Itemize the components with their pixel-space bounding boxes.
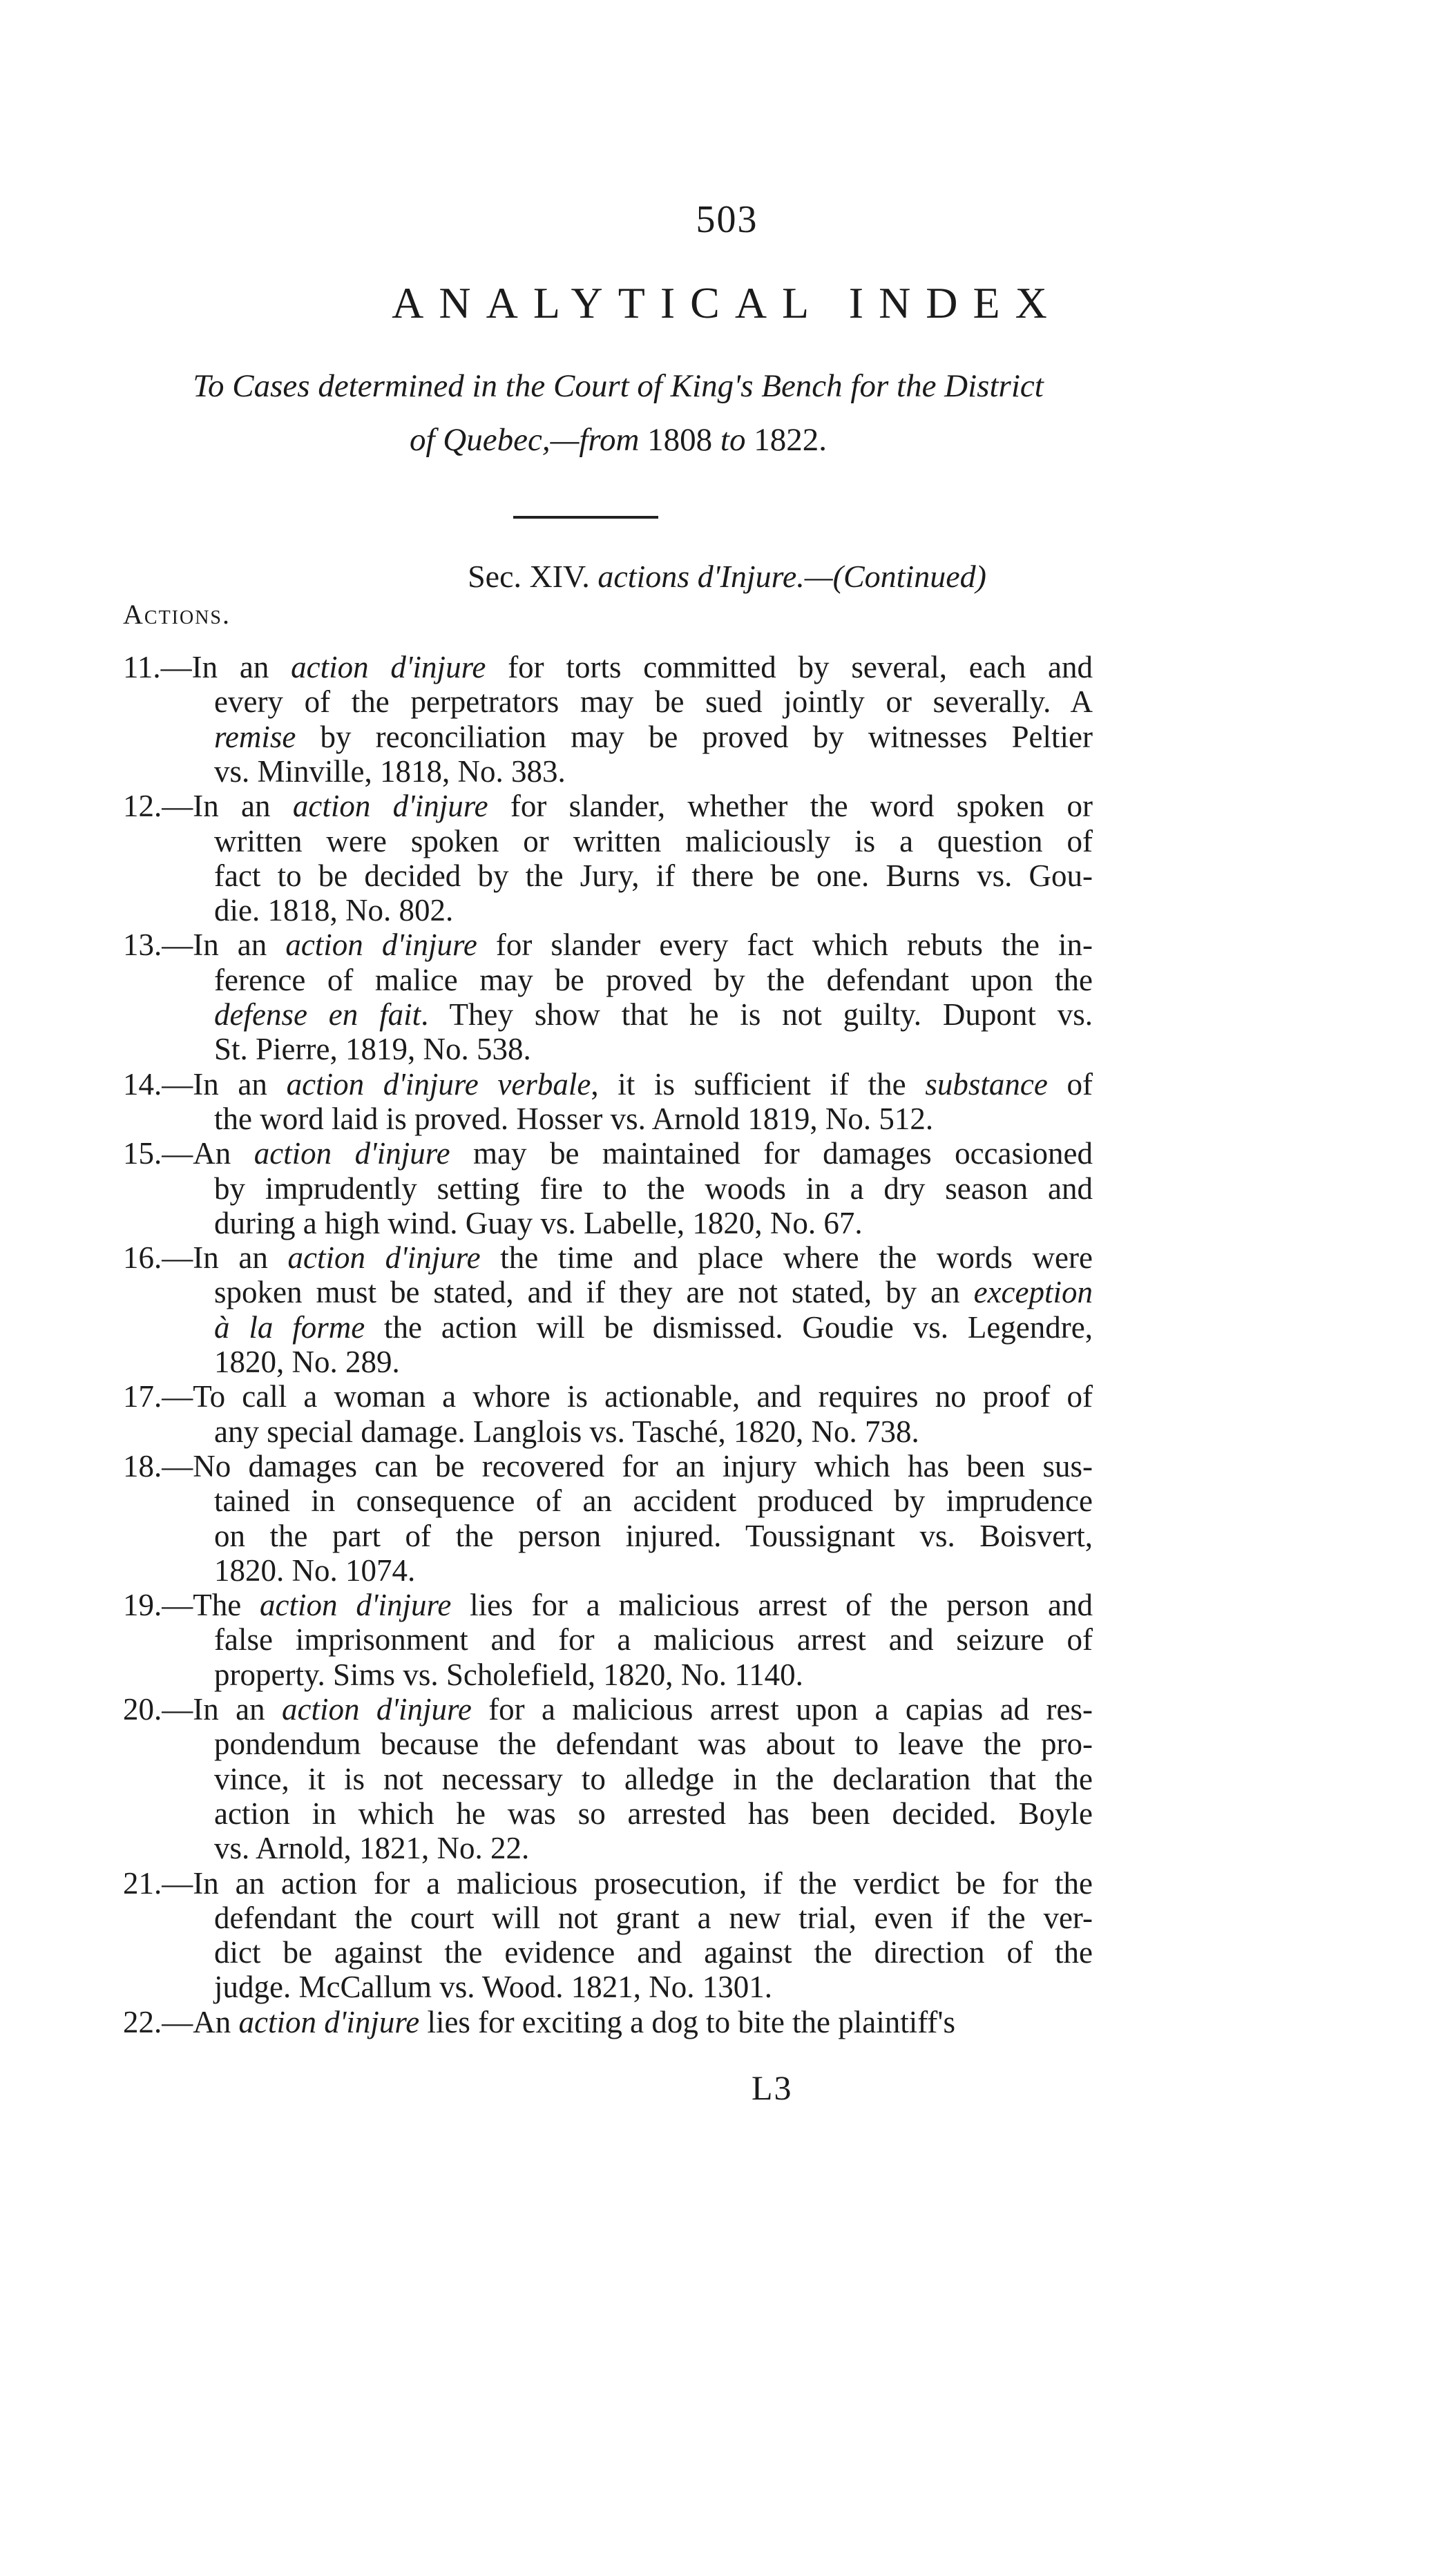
entry-first-line: 21.—In an action for a malicious prosecution, if the verdict be for the <box>123 1865 1093 1901</box>
entry-first-line: 15.—An action d'injure may be maintained for damages occasioned <box>123 1136 1093 1171</box>
section-heading <box>0 558 1454 595</box>
entry-line: fact to be decided by the Jury, if there be one. Burns vs. Gou- <box>214 858 1093 893</box>
entry-first-line: 11.—In an action d'injure for torts committed by several, each and <box>123 650 1093 684</box>
entry-line: vs. Minville, 1818, No. 383. <box>214 753 566 789</box>
section-title: actions d'Injure.—(Continued) <box>597 559 986 594</box>
entry-first-line: 14.—In an action d'injure verbale, it is sufficient if the substance of <box>123 1066 1093 1102</box>
category-label: Actions. <box>123 599 231 630</box>
entry-first-line: 12.—In an action d'injure for slander, whether the word spoken or <box>123 789 1093 824</box>
entry-line: on the part of the person injured. Toussignant vs. Boisvert, <box>214 1518 1093 1553</box>
entry-line: ference of malice may be proved by the defendant upon the <box>214 962 1093 997</box>
entry-line: 1820. No. 1074. <box>214 1553 416 1588</box>
entry-first-line: 20.—In an action d'injure for a malicious arrest upon a capias ad res- <box>123 1692 1093 1727</box>
entry-first-line: 17.—To call a woman a whore is actionable, and requires no proof of <box>123 1379 1093 1414</box>
entry-line: vs. Arnold, 1821, No. 22. <box>214 1831 530 1866</box>
entry-line: judge. McCallum vs. Wood. 1821, No. 1301. <box>214 1970 773 2005</box>
entry-line: during a high wind. Guay vs. Labelle, 1820, No. 67. <box>214 1205 863 1240</box>
signature-mark: L3 <box>752 2068 793 2107</box>
entry-line: pondendum because the defendant was about to leave the pro- <box>214 1727 1093 1762</box>
entry-line: dict be against the evidence and against the direction of the <box>214 1935 1093 1970</box>
entry-line: defense en fait. They show that he is not guilty. Dupont vs. <box>214 997 1093 1032</box>
entry-line: tained in consequence of an accident produced by imprudence <box>214 1483 1093 1519</box>
entry-line: property. Sims vs. Scholefield, 1820, No. 1140. <box>214 1657 803 1692</box>
page-subtitle <box>124 359 1112 467</box>
subtitle-line-1: To Cases determined in the Court of King's Bench for the District <box>193 368 1044 404</box>
entry-first-line: 16.—In an action d'injure the time and place where the words were <box>123 1240 1093 1276</box>
entry-line: St. Pierre, 1819, No. 538. <box>214 1032 531 1067</box>
page-number: 503 <box>696 198 758 241</box>
entry-first-line: 18.—No damages can be recovered for an injury which has been sus- <box>123 1448 1093 1483</box>
entry-line: die. 1818, No. 802. <box>214 893 454 928</box>
entry-line: false imprisonment and for a malicious arrest and seizure of <box>214 1622 1093 1657</box>
entry-line: spoken must be stated, and if they are not stated, by an exception <box>214 1275 1093 1310</box>
entry-first-line: 13.—In an action d'injure for slander every fact which rebuts the in- <box>123 927 1093 963</box>
entry-line: by imprudently setting fire to the woods in a dry season and <box>214 1171 1093 1206</box>
subtitle-line-2: of Quebec,—from 1808 to 1822. <box>410 422 827 458</box>
entry-line: 1820, No. 289. <box>214 1345 400 1379</box>
section-prefix: Sec. XIV. <box>468 559 598 594</box>
entry-first-line: 19.—The action d'injure lies for a malicious arrest of the person and <box>123 1588 1093 1623</box>
title-divider <box>513 516 658 519</box>
page-title: ANALYTICAL INDEX <box>392 278 1062 327</box>
entry-line: written were spoken or written maliciously is a question of <box>214 823 1093 858</box>
entry-line: à la forme the action will be dismissed. Goudie vs. Legendre, <box>214 1309 1093 1345</box>
entry-line: every of the perpetrators may be sued jointly or severally. A <box>214 684 1093 720</box>
entry-line: vince, it is not necessary to alledge in the declaration that the <box>214 1761 1093 1796</box>
entry-line: the word laid is proved. Hosser vs. Arnold 1819, No. 512. <box>214 1101 934 1136</box>
entry-line: remise by reconciliation may be proved by witnesses Peltier <box>214 719 1093 754</box>
entry-line: action in which he was so arrested has been decided. Boyle <box>214 1796 1093 1831</box>
entry-first-line: 22.—An action d'injure lies for exciting a dog to bite the plaintiff's <box>123 2004 956 2039</box>
entry-line: any special damage. Langlois vs. Tasché, 1820, No. 738. <box>214 1414 919 1449</box>
entry-line: defendant the court will not grant a new trial, even if the ver- <box>214 1900 1093 1935</box>
